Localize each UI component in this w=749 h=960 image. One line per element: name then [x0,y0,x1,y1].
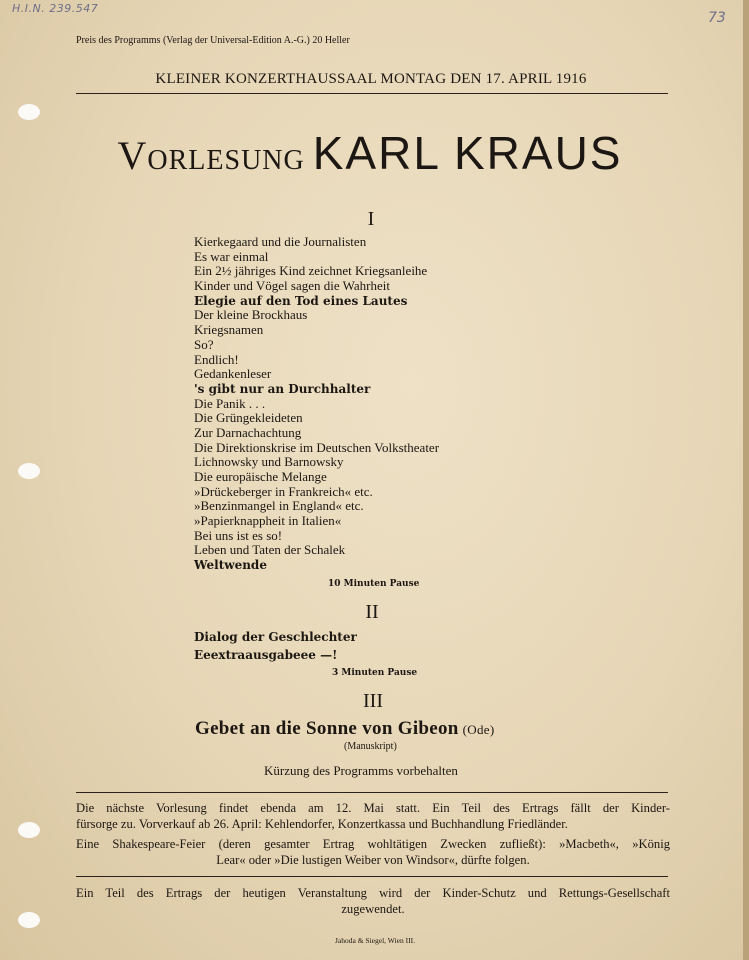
part-1-list [194,235,439,573]
part-3-title [195,718,495,740]
notice-shakespeare [76,836,670,868]
program-item: Die Panik . . . [194,395,266,411]
paper-edge [743,0,749,960]
program-item: So? [194,336,214,352]
program-item: Leben und Taten der Schalek [194,542,346,558]
title-name-karl-kraus: KARL KRAUS [312,127,623,179]
program-item: Weltwende [194,558,267,573]
notice-rule-top [76,792,668,793]
program-item: »Benzinmangel in England« etc. [194,498,364,514]
notice-next-reading [76,800,670,832]
pause-2: 3 Minuten Pause [332,668,418,678]
punch-hole-top [18,104,40,120]
printer-imprint: Jahoda & Siegel, Wien III. [335,936,415,945]
program-item: Ein 2½ jähriges Kind zeichnet Kriegsanleihe [194,263,428,279]
archive-mark: H.I.N. 239.547 [12,2,99,15]
part-3-numeral: III [363,690,383,712]
program-item: Gedankenleser [194,366,272,382]
notice-line: Ein Teil des Ertrags der heutigen Veranstaltung wird der Kinder-Schutz und Rettungs-Gesellschaft [76,886,670,900]
punch-hole-lower [18,822,40,838]
part-2-item: Eeextraausgabeee —! [194,648,338,662]
folio-mark: 73 [708,10,726,26]
program-item: Kinder und Vögel sagen die Wahrheit [194,278,390,294]
notice-line: zugewendet. [341,902,405,916]
notice-line: Die nächste Vorlesung findet ebenda am 12. Mai statt. Ein Teil des Ertrags fällt der Kinder- [76,801,670,815]
program-item: Lichnowsky und Barnowsky [194,454,344,470]
punch-hole-bottom [18,912,40,928]
program-item: Die Grüngekleideten [194,410,303,426]
manuscript-note: (Manuskript) [344,741,397,752]
program-item: »Drückeberger in Frankreich« etc. [194,483,373,499]
title-word-vorlesung: Vorlesung [117,133,305,178]
program-item: Die Direktionskrise im Deutschen Volkstheater [194,439,440,455]
program-item: Bei uns ist es so! [194,527,283,543]
part-3-title-text: Gebet an die Sonne von Gibeon [195,718,459,739]
program-item: Der kleine Brockhaus [194,307,308,323]
price-note: Preis des Programms (Verlag der Universal-Edition A.-G.) 20 Heller [76,35,350,46]
header-rule [76,93,668,94]
program-item: 's gibt nur an Durchhalter [194,381,371,396]
notice-proceeds [76,885,670,917]
program-item: Endlich! [194,351,239,367]
program-item: Kriegsnamen [194,322,264,338]
program-item: Zur Darnachachtung [194,424,302,440]
program-reservation: Kürzung des Programms vorbehalten [264,763,458,778]
program-item: »Papierknappheit in Italien« [194,513,342,529]
notice-line: fürsorge zu. Vorverkauf ab 26. April: Kehlendorfer, Konzertkassa und Buchhandlung Friedländer. [76,817,568,831]
part-2-numeral: II [365,601,379,623]
page-title [30,127,710,179]
program-item: Es war einmal [194,248,269,264]
program-item: Elegie auf den Tod eines Lautes [194,293,408,308]
program-item: Kierkegaard und die Journalisten [194,234,367,249]
pause-1: 10 Minuten Pause [328,579,420,589]
venue-line: KLEINER KONZERTHAUSSAAL MONTAG DEN 17. APRIL 1916 [155,71,587,87]
notice-line: Lear« oder »Die lustigen Weiber von Windsor«, dürfte folgen. [216,853,530,867]
part-3-ode: (Ode) [462,722,495,737]
notice-line: Eine Shakespeare-Feier (deren gesamter Ertrag wohltätigen Zwecken zufließt): »Macbeth«, »König [76,837,670,851]
program-item: Die europäische Melange [194,469,327,484]
notice-rule-bottom [76,876,668,877]
part-2-item: Dialog der Geschlechter [194,630,357,644]
punch-hole-middle [18,463,40,479]
part-1-numeral: I [367,208,375,230]
